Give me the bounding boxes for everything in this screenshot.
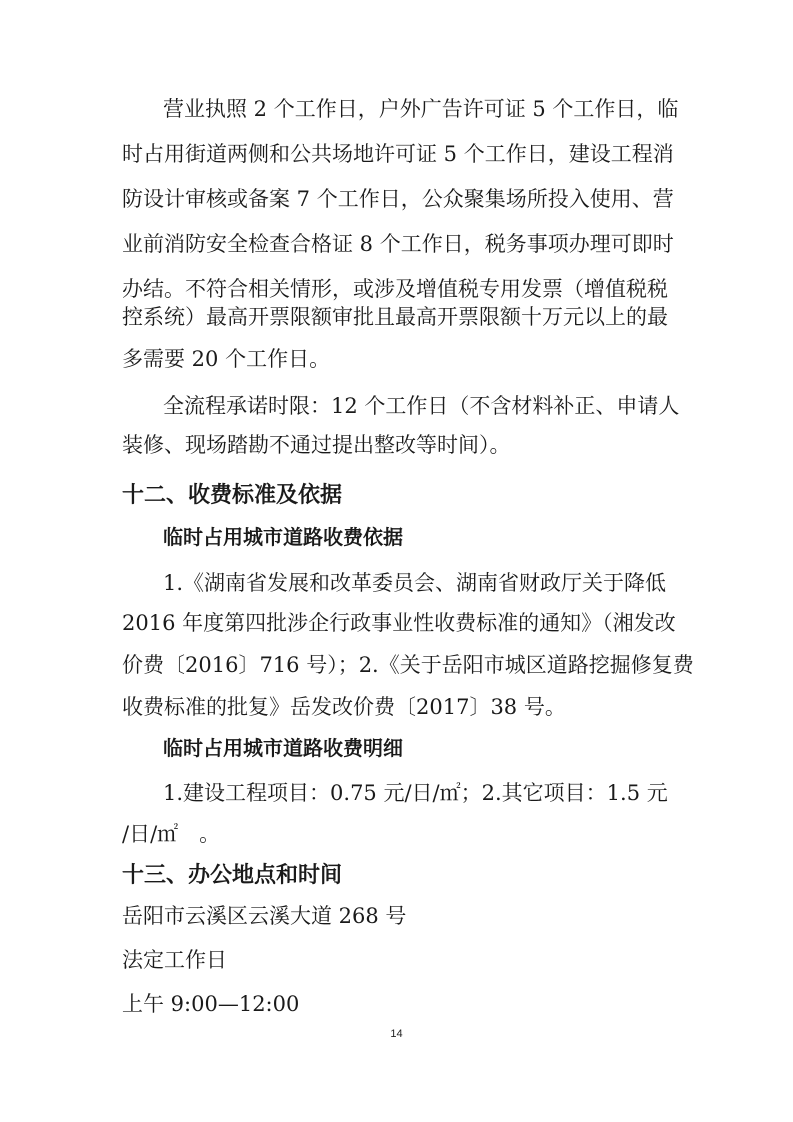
basis-line: 2016 年度第四批涉企行政事业性收费标准的通知》（湘发改 — [122, 611, 676, 635]
section-heading: 十三、办公地点和时间 — [122, 863, 343, 888]
paragraph-line: 多需要 20 个工作日。 — [122, 347, 331, 371]
workday-label: 法定工作日 — [122, 948, 227, 972]
basis-title: 临时占用城市道路收费依据 — [163, 525, 403, 549]
promise-line: 全流程承诺时限：12 个工作日（不含材料补正、申请人 — [163, 394, 680, 418]
detail-line: 1.建设工程项目：0.75 元/日/㎡；2.其它项目：1.5 元 — [163, 781, 668, 805]
page-number: 14 — [390, 1028, 403, 1040]
promise-line: 装修、现场踏勘不通过提出整改等时间）。 — [122, 433, 511, 457]
paragraph-line: 营业执照 2 个工作日，户外广告许可证 5 个工作日，临 — [163, 97, 679, 121]
morning-hours: 上午 9:00—12:00 — [122, 992, 300, 1016]
office-address: 岳阳市云溪区云溪大道 268 号 — [122, 904, 407, 928]
paragraph-line: 时占用街道两侧和公共场地许可证 5 个工作日，建设工程消 — [122, 142, 674, 166]
detail-line: /日/㎡ 。 — [122, 822, 221, 846]
paragraph-line: 防设计审核或备案 7 个工作日，公众聚集场所投入使用、营 — [122, 187, 674, 211]
basis-line: 收费标准的批复》岳发改价费〔2017〕38 号。 — [122, 695, 566, 719]
detail-title: 临时占用城市道路收费明细 — [163, 736, 403, 760]
paragraph-line: 办结。不符合相关情形，或涉及增值税专用发票（增值税税 — [122, 277, 668, 301]
paragraph-line: 业前消防安全检查合格证 8 个工作日，税务事项办理可即时 — [122, 232, 674, 256]
basis-line: 1.《湖南省发展和改革委员会、湖南省财政厅关于降低 — [163, 571, 667, 595]
basis-line: 价费〔2016〕716 号）；2.《关于岳阳市城区道路挖掘修复费 — [122, 653, 694, 677]
section-heading: 十二、收费标准及依据 — [122, 483, 343, 508]
paragraph-line: 控系统）最高开票限额审批且最高开票限额十万元以上的最 — [122, 305, 668, 329]
